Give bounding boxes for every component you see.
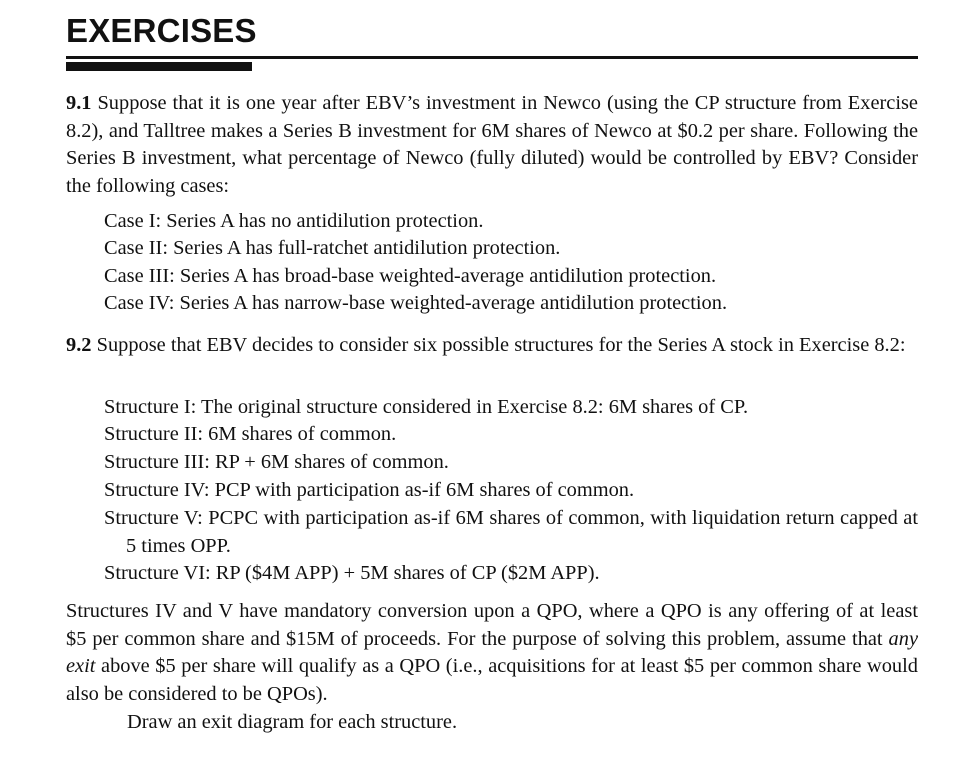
instruction-text: Draw an exit diagram for each structure.	[127, 711, 458, 733]
qpo-text-part: above $5 per share will qualify as a QPO (i.e., acquisitions for at least $5 per common share would also be considered to be QPOs).	[66, 655, 918, 705]
exercise-text: Suppose that EBV decides to consider six possible structures for the Series A stock in Exercise 8.2:	[96, 334, 906, 356]
exercise-9-1-question	[66, 90, 918, 200]
case-item: Case I: Series A has no antidilution protection.	[104, 210, 484, 232]
exercise-text: Suppose that it is one year after EBV’s investment in Newco (using the CP structure from Exercise 8.2), and Talltree makes a Series B investment for 6M shares of Newco at $0.2 per share. Following the Series B investment, what percentage of Newco (fully diluted) would be controlled by EBV? Consider the following cases:	[66, 92, 918, 197]
heading-rule-thick	[66, 62, 252, 71]
case-item: Case III: Series A has broad-base weighted-average antidilution protection.	[104, 265, 717, 287]
structure-item: Structure III: RP + 6M shares of common.	[104, 451, 449, 473]
structure-item: Structure VI: RP ($4M APP) + 5M shares of CP ($2M APP).	[104, 562, 600, 584]
structure-item: Structure II: 6M shares of common.	[104, 423, 397, 445]
case-item: Case II: Series A has full-ratchet antidilution protection.	[104, 237, 561, 259]
structure-item: Structure V: PCPC with participation as-if 6M shares of common, with liquidation return capped at 5 times OPP.	[104, 507, 918, 557]
qpo-paragraph	[66, 598, 918, 708]
exercise-number: 9.1	[66, 92, 92, 114]
heading-rule-thin	[66, 56, 918, 59]
structure-item: Structure I: The original structure considered in Exercise 8.2: 6M shares of CP.	[104, 396, 749, 418]
case-item: Case IV: Series A has narrow-base weighted-average antidilution protection.	[104, 292, 728, 314]
structure-item: Structure IV: PCP with participation as-if 6M shares of common.	[104, 479, 635, 501]
exercise-number: 9.2	[66, 334, 92, 356]
qpo-emphasis: any exit	[66, 627, 918, 678]
section-heading: EXERCISES	[66, 12, 257, 49]
exercise-9-2-question	[66, 332, 918, 360]
qpo-text-part: Structures IV and V have mandatory conversion upon a QPO, where a QPO is any offering of at least $5 per common share and $15M of proceeds. For the purpose of solving this problem, assume that	[66, 600, 918, 650]
